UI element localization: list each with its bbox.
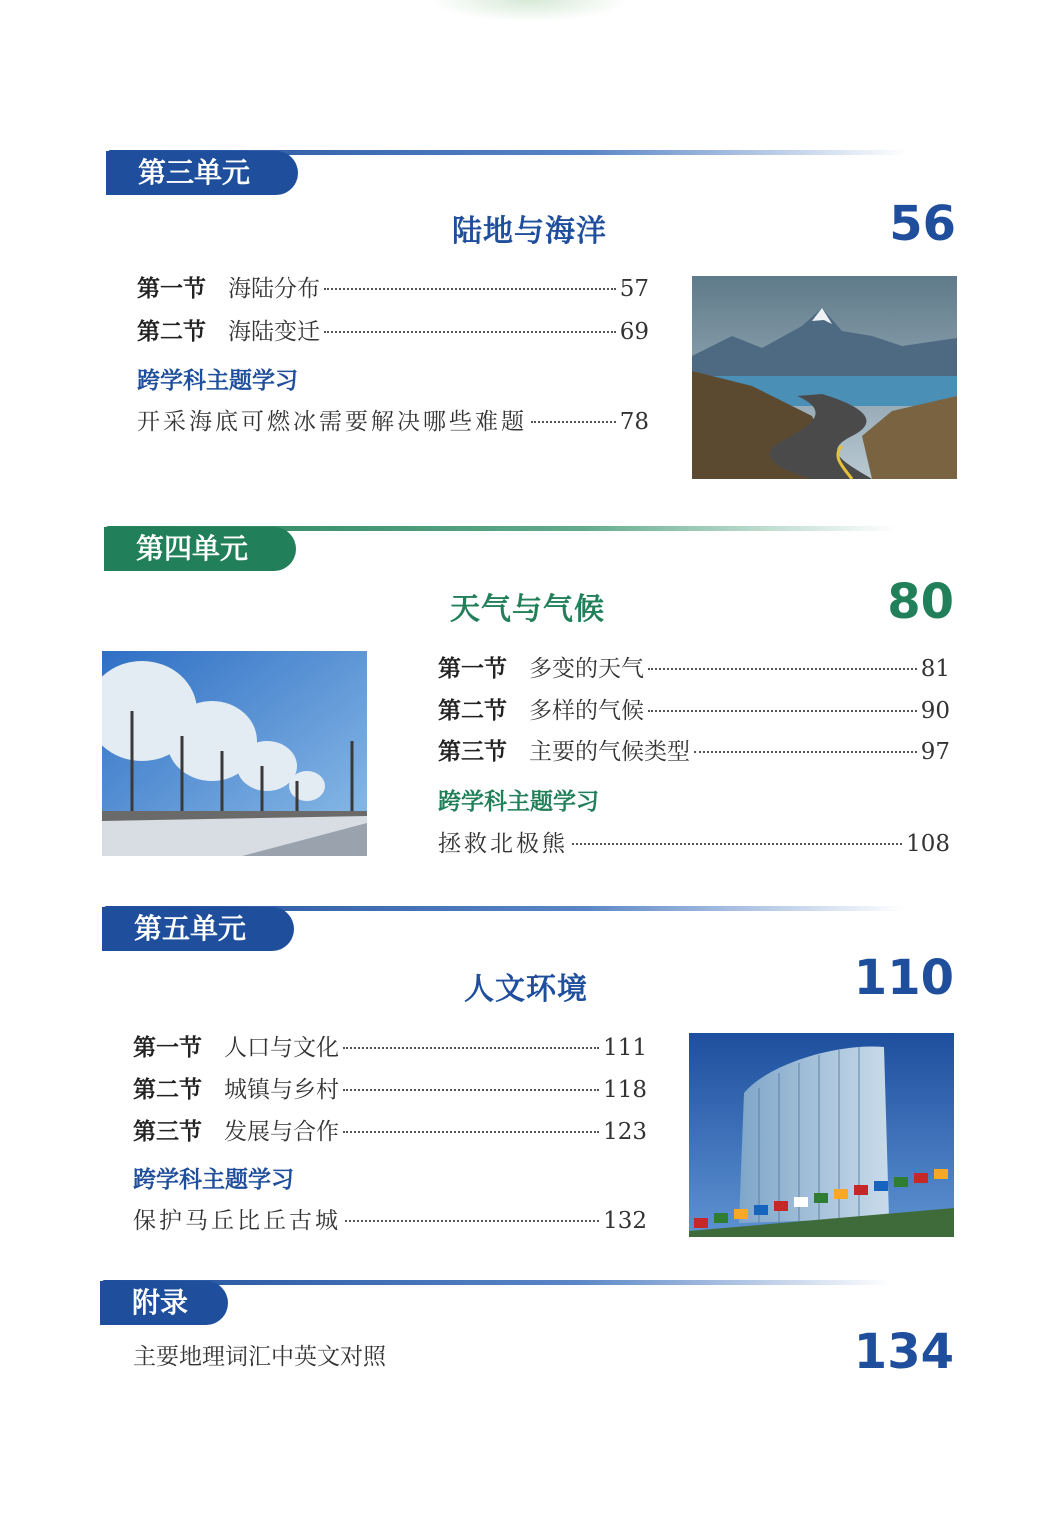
topic-heading: 跨学科主题学习	[438, 789, 599, 815]
toc-row-4-topic[interactable]	[438, 825, 950, 859]
toc-row-3-topic[interactable]	[137, 403, 649, 437]
appendix-title[interactable]: 主要地理词汇中英文对照	[133, 1344, 386, 1370]
section-label: 第二节	[438, 698, 507, 724]
leader-dots	[531, 421, 616, 423]
section-title: 主要的气候类型	[529, 739, 690, 765]
toc-row-5-2[interactable]	[133, 1071, 647, 1105]
topic-title: 开采海底可燃冰需要解决哪些难题	[137, 409, 527, 435]
section-title: 城镇与乡村	[224, 1077, 339, 1103]
unit-3-title: 陆地与海洋	[452, 214, 607, 249]
mountain-lake-road-photo	[692, 276, 957, 479]
toc-row-3-1[interactable]	[137, 270, 649, 304]
section-page: 81	[920, 656, 950, 682]
section-label: 第三节	[133, 1119, 202, 1145]
toc-row-5-1[interactable]	[133, 1029, 647, 1063]
section-label: 第一节	[137, 276, 206, 302]
frosted-trees-photo	[102, 651, 367, 856]
toc-row-5-3[interactable]	[133, 1113, 647, 1147]
unit-4-tab: 第四单元	[104, 527, 296, 571]
unit-3-tab: 第三单元	[106, 151, 298, 195]
section-label: 第二节	[137, 319, 206, 345]
leader-dots	[648, 710, 917, 712]
leader-dots	[324, 288, 616, 290]
toc-row-4-3[interactable]	[438, 733, 950, 767]
appendix-rule	[102, 1280, 892, 1285]
topic-page: 78	[619, 409, 649, 435]
leader-dots	[345, 1220, 599, 1222]
top-decoration	[430, 0, 630, 22]
section-page: 57	[619, 276, 649, 302]
section-page: 123	[603, 1119, 647, 1145]
leader-dots	[343, 1131, 599, 1133]
leader-dots	[572, 843, 902, 845]
topic-title: 保护马丘比丘古城	[133, 1208, 341, 1234]
section-label: 第一节	[133, 1035, 202, 1061]
section-title: 发展与合作	[224, 1119, 339, 1145]
section-title: 海陆变迁	[228, 319, 320, 345]
toc-row-4-1[interactable]	[438, 650, 950, 684]
section-label: 第三节	[438, 739, 507, 765]
leader-dots	[324, 331, 616, 333]
appendix-tab: 附录	[100, 1281, 228, 1325]
toc-row-4-2[interactable]	[438, 692, 950, 726]
topic-title: 拯救北极熊	[438, 831, 568, 857]
section-title: 人口与文化	[224, 1035, 339, 1061]
section-title: 海陆分布	[228, 276, 320, 302]
section-label: 第一节	[438, 656, 507, 682]
unit-4-page[interactable]: 80	[887, 574, 954, 630]
building-flags-photo	[689, 1033, 954, 1237]
unit-4-title: 天气与气候	[450, 592, 605, 627]
unit-5-page[interactable]: 110	[853, 950, 954, 1006]
topic-heading: 跨学科主题学习	[133, 1167, 294, 1193]
leader-dots	[694, 751, 917, 753]
leader-dots	[343, 1089, 599, 1091]
appendix-page[interactable]: 134	[853, 1324, 954, 1380]
unit-3-page[interactable]: 56	[889, 196, 956, 252]
section-page: 69	[619, 319, 649, 345]
unit-5-tab: 第五单元	[102, 907, 294, 951]
section-title: 多样的气候	[529, 698, 644, 724]
section-page: 90	[920, 698, 950, 724]
topic-page: 132	[603, 1208, 647, 1234]
leader-dots	[648, 668, 917, 670]
leader-dots	[343, 1047, 599, 1049]
unit-5-title: 人文环境	[464, 972, 588, 1007]
section-page: 97	[920, 739, 950, 765]
section-page: 111	[603, 1035, 647, 1061]
section-title: 多变的天气	[529, 656, 644, 682]
toc-row-5-topic[interactable]	[133, 1202, 647, 1236]
topic-heading: 跨学科主题学习	[137, 368, 298, 394]
topic-page: 108	[906, 831, 950, 857]
section-page: 118	[603, 1077, 647, 1103]
toc-row-3-2[interactable]	[137, 313, 649, 347]
section-label: 第二节	[133, 1077, 202, 1103]
